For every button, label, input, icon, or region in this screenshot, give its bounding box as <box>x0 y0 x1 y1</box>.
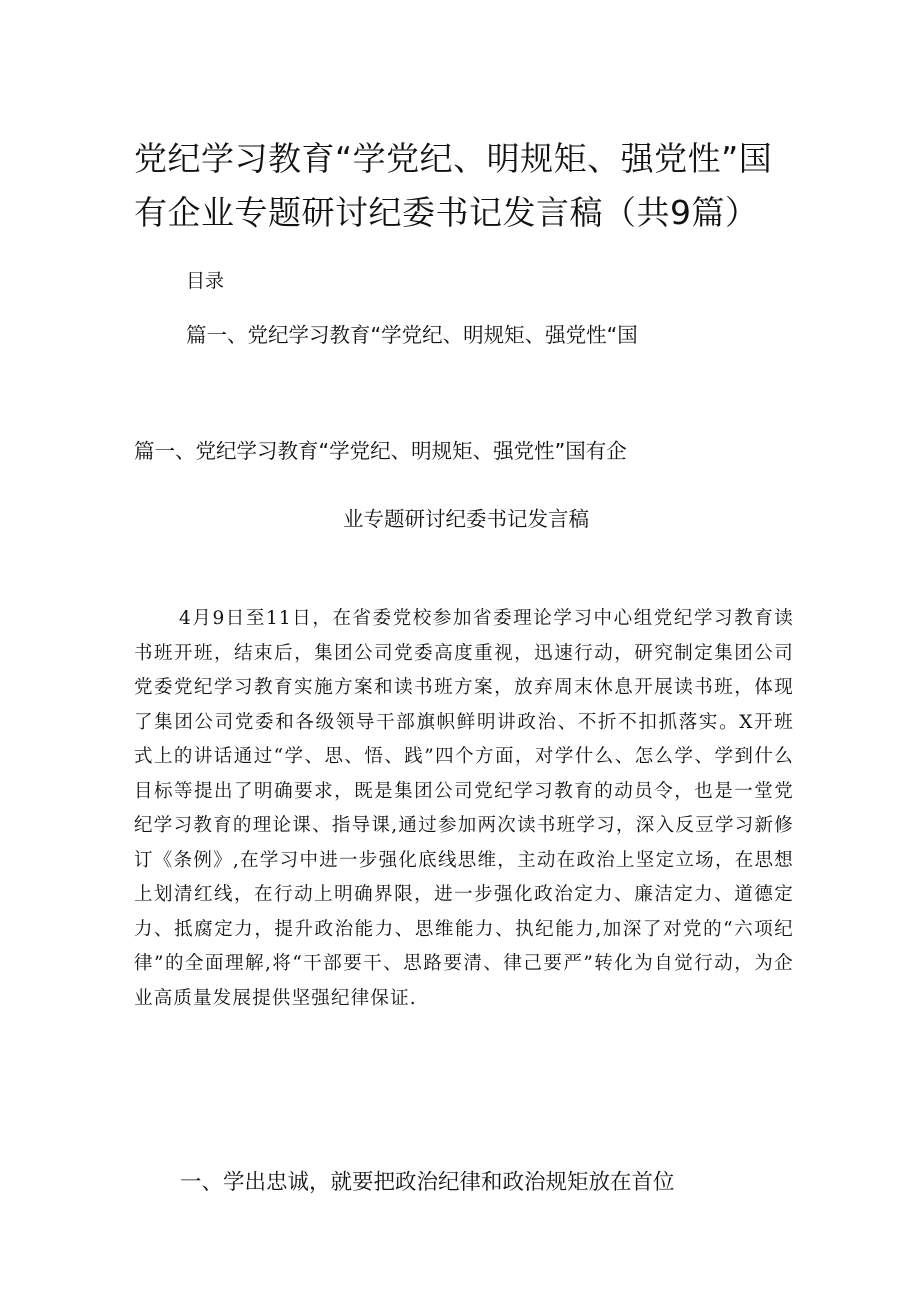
section-title: 篇一、党纪学习教育“学党纪、明规矩、强党性”国有企 <box>134 439 627 463</box>
document-title: 党纪学习教育“学党纪、明规矩、强党性”国有企业专题研讨纪委书记发言稿（共9篇） <box>134 139 773 232</box>
toc-label: 目录 <box>186 270 225 292</box>
toc-item[interactable]: 篇一、党纪学习教育“学党纪、明规矩、强党性“国 <box>186 323 638 347</box>
section-subtitle: 业专题研讨纪委书记发言稿 <box>343 507 589 531</box>
section-heading-one: 一、学出忠诚，就要把政治纪律和政治规矩放在首位 <box>180 1170 675 1195</box>
body-paragraph: 4月9日至11日，在省委党校参加省委理论学习中心组党纪学习教育读书班开班，结束后，集团公司党委高度重视，迅速行动，研究制定集团公司党委党纪学习教育实施方案和读书班方案，放弃周末休息开展读书班，体现了集团公司党委和各级领导干部旗帜鲜明讲政治、不折不扣抓落实。X开班式上的讲话通过“学、思、悟、践”四个方面，对学什么、怎么学、学到什么目标等提出了明确要求，既是集团公司党纪学习教育的动员令，也是一堂党纪学习教育的理论课、指导课,通过参加两次读书班学习，深入反豆学习新修订《条例》,在学习中进一步强化底线思维，主动在政治上坚定立场，在思想上划清红线，在行动上明确界限，进一步强化政治定力、廉洁定力、道德定力、抵腐定力，提升政治能力、思维能力、执纪能力,加深了对党的“六项纪律”的全面理解,将“干部要干、思路要清、律己要严”转化为自觉行动，为企业高质量发展提供坚强纪律保证. <box>134 608 794 1009</box>
